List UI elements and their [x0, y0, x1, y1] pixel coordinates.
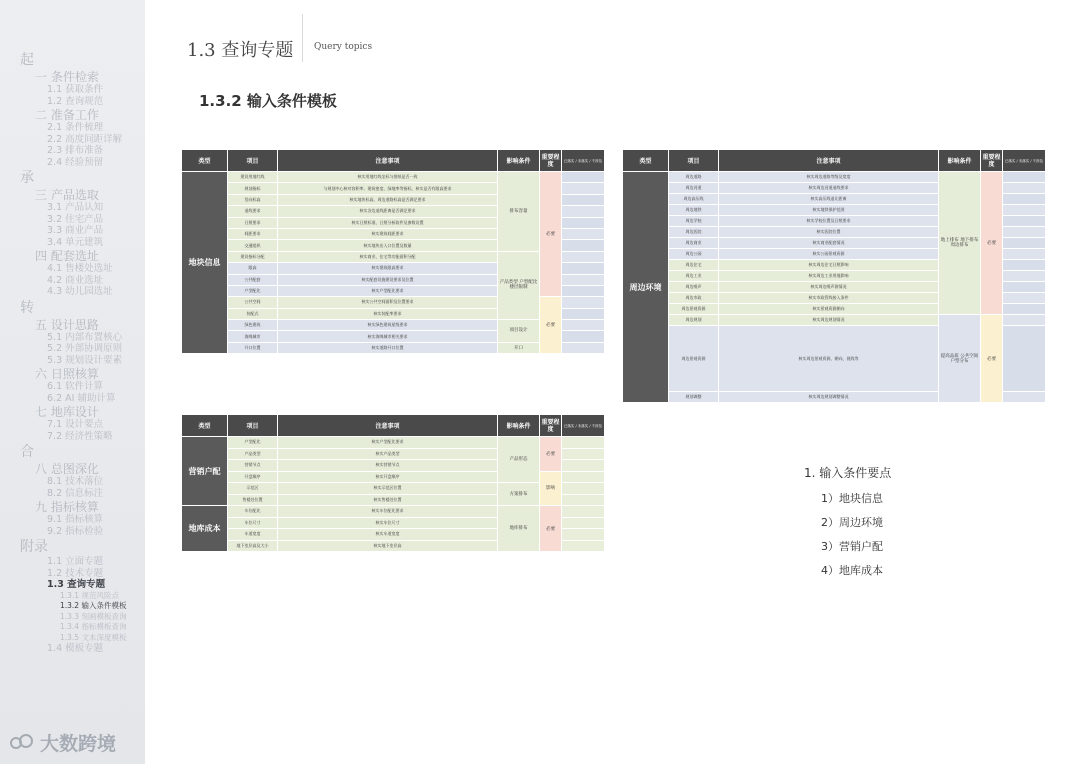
nav-item[interactable]: 1.3.3 刻画模板查询 [60, 611, 127, 621]
row-item: 营销节点 [228, 460, 278, 472]
row-importance: 必要 [981, 172, 1003, 315]
nav-item[interactable]: 1.2 查询规范 [47, 95, 104, 107]
col-importance: 重要程度 [540, 415, 562, 437]
row-effect: 排布容量 [498, 172, 540, 252]
col-item: 项目 [228, 150, 278, 172]
brand-logo [10, 729, 116, 756]
row-status-cell[interactable] [562, 263, 605, 274]
row-effect: 方案排布 [498, 483, 540, 506]
nav-item[interactable]: 8.2 信息标注 [47, 487, 104, 499]
row-note: 核实周边景观资源、朝向、视线等 [719, 326, 939, 392]
nav-item[interactable]: 3.1 产品认知 [47, 202, 104, 213]
row-status-cell[interactable] [562, 529, 605, 541]
nav-item[interactable]: 3.2 住宅产品 [47, 213, 104, 225]
row-item: 周边医院 [669, 227, 719, 238]
row-status-cell[interactable] [1003, 183, 1046, 194]
row-status-cell[interactable] [562, 308, 605, 319]
nav-section[interactable]: 五 设计思路 [35, 317, 99, 332]
row-status-cell[interactable] [562, 448, 605, 460]
row-note: 核实景观资源朝向 [719, 304, 939, 315]
row-status-cell[interactable] [562, 460, 605, 472]
nav-section[interactable]: 七 地库设计 [35, 405, 99, 419]
table-site-info [181, 149, 605, 354]
row-status-cell[interactable] [562, 483, 605, 495]
sidebar-nav [20, 52, 145, 655]
row-status-cell[interactable] [1003, 260, 1046, 271]
row-item: 公共配套 [228, 274, 278, 285]
table-row [623, 315, 1046, 326]
nav-item[interactable]: 3.3 商业产品 [47, 225, 104, 236]
nav-item[interactable]: 1.3.5 文本深度模板 [60, 632, 127, 642]
row-status-cell[interactable] [1003, 216, 1046, 227]
row-item: 周边景观资源 [669, 304, 719, 315]
row-status-cell[interactable] [562, 331, 605, 342]
row-note: 核实绿色建筑星级要求 [278, 320, 498, 331]
nav-item[interactable]: 1.3 查询专题 [47, 579, 106, 590]
col-type: 类型 [623, 150, 669, 172]
row-note: 核实公园景观资源 [719, 249, 939, 260]
nav-item[interactable]: 9.1 指标核算 [47, 514, 104, 525]
nav-section[interactable]: 八 总图深化 [35, 462, 99, 476]
row-status-cell[interactable] [1003, 205, 1046, 216]
row-note: 核实车位配比要求 [278, 506, 498, 518]
row-note: 核实地块出入口位置及数量 [278, 240, 498, 251]
brand-icon [10, 734, 36, 752]
nav-item[interactable]: 7.2 经济性策略 [47, 430, 113, 442]
row-note: 核实用地红线坐标与图纸是否一致 [278, 172, 498, 183]
key-point-item: 2）周边环境 [821, 516, 883, 529]
row-item: 车位配比 [228, 506, 278, 518]
row-item: 退线要求 [228, 206, 278, 217]
nav-item[interactable]: 7.1 设计要点 [47, 419, 104, 430]
row-status-cell[interactable] [562, 172, 605, 183]
row-note: 核实周边道路等级及宽度 [719, 172, 939, 183]
row-note: 核实高压线退让距离 [719, 194, 939, 205]
row-item: 周边公园 [669, 249, 719, 260]
nav-section[interactable]: 二 准备工作 [35, 108, 99, 122]
row-type: 营销户配 [182, 437, 228, 506]
row-item: 日照要求 [228, 217, 278, 228]
row-note: 核实营销节点 [278, 460, 498, 472]
row-note: 核实日照标准，日照分析软件及参数设置 [278, 217, 498, 228]
row-item: 间距要求 [228, 228, 278, 239]
nav-item[interactable]: 1.1 立面专题 [47, 556, 104, 567]
row-item: 海绵城市 [228, 331, 278, 342]
key-points-heading: 1. 输入条件要点 [804, 466, 892, 480]
row-item: 限高 [228, 263, 278, 274]
row-note: 核实商业、住宅等功能面积分配 [278, 251, 498, 262]
row-note: 核实地块标高，周边道路标高是否满足要求 [278, 194, 498, 205]
row-status-cell[interactable] [1003, 249, 1046, 260]
row-note: 核实周边噪声源情况 [719, 282, 939, 293]
row-item: 车位尺寸 [228, 517, 278, 529]
row-status-cell[interactable] [562, 228, 605, 239]
row-item: 周边市政 [669, 293, 719, 304]
col-importance: 重要程度 [981, 150, 1003, 172]
nav-item[interactable]: 2.4 经验预留 [47, 156, 104, 168]
row-status-cell[interactable] [562, 540, 605, 552]
row-status-cell[interactable] [1003, 172, 1046, 183]
row-item: 建设用地红线 [228, 172, 278, 183]
row-status-cell[interactable] [562, 206, 605, 217]
brand-name: 大数跨境 [40, 733, 117, 755]
row-status-cell[interactable] [1003, 326, 1046, 392]
col-effect: 影响条件 [498, 415, 540, 437]
row-status-cell[interactable] [562, 183, 605, 194]
row-item: 建设指标分配 [228, 251, 278, 262]
nav-item[interactable]: 3.4 单元建筑 [47, 236, 104, 248]
row-status-cell[interactable] [562, 217, 605, 228]
row-effect: 开口 [498, 342, 540, 353]
row-note: 核实市政管线接入条件 [719, 293, 939, 304]
col-type: 类型 [182, 415, 228, 437]
key-point-item: 4）地库成本 [821, 564, 883, 577]
nav-item[interactable]: 5.3 规划设计要素 [47, 354, 123, 366]
row-note: 核实周边规划情况 [719, 315, 939, 326]
nav-section[interactable]: 四 配套选址 [35, 249, 99, 263]
row-effect: 地上排布 地下排布 周边排布 [939, 172, 981, 315]
row-status-cell[interactable] [562, 342, 605, 353]
key-point-item: 3）营销户配 [821, 540, 883, 553]
nav-item[interactable]: 6.1 软件计算 [47, 381, 104, 392]
key-point-item: 1）地块信息 [821, 492, 883, 505]
nav-section[interactable]: 九 指标核算 [35, 500, 99, 514]
row-note: 核实周边住宅日照影响 [719, 260, 939, 271]
row-item: 周边地铁 [669, 205, 719, 216]
table-row [623, 172, 1046, 183]
row-note: 核实公共空间面积及位置要求 [278, 297, 498, 308]
row-item: 竖向标高 [228, 194, 278, 205]
row-note: 核实商业配套情况 [719, 238, 939, 249]
row-item: 周边噪声 [669, 282, 719, 293]
row-importance: 必要 [540, 506, 562, 552]
row-item: 周边道路 [669, 172, 719, 183]
row-item: 周边工业 [669, 271, 719, 282]
row-status-cell[interactable] [562, 251, 605, 262]
row-type: 周边环境 [623, 172, 669, 403]
row-status-cell[interactable] [1003, 194, 1046, 205]
row-note: 核实配套设施建设要求及位置 [278, 274, 498, 285]
row-note: 核实户型配比要求 [278, 437, 498, 449]
row-item: 周边商业 [669, 238, 719, 249]
nav-item[interactable]: 4.3 幼儿园选址 [47, 286, 113, 297]
col-status: 已落实 / 未落实 / 不涉及 [562, 150, 605, 172]
nav-item[interactable]: 1.3.1 规范风险点 [60, 590, 119, 600]
page-subtitle: Query topics [314, 42, 373, 52]
row-note: 核实地铁保护范围 [719, 205, 939, 216]
nav-item[interactable]: 2.3 排布准备 [47, 145, 104, 156]
row-note: 核实周边河道退线要求 [719, 183, 939, 194]
table-marketing-basement [181, 414, 605, 552]
row-status-cell[interactable] [562, 320, 605, 331]
row-effect: 项目设计 [498, 320, 540, 343]
row-status-cell[interactable] [1003, 304, 1046, 315]
nav-chapter[interactable]: 起 [20, 52, 34, 68]
nav-chapter[interactable]: 转 [20, 299, 34, 316]
nav-item[interactable]: 6.2 AI 辅助计算 [47, 392, 116, 404]
col-importance: 重要程度 [540, 150, 562, 172]
row-note: 核实道路开口位置 [278, 342, 498, 353]
row-effect: 产品形态 [498, 437, 540, 483]
row-importance: 影响 [540, 471, 562, 506]
row-status-cell[interactable] [562, 194, 605, 205]
row-item: 示范区 [228, 483, 278, 495]
nav-item[interactable]: 5.2 外部协调原则 [47, 343, 123, 354]
nav-section[interactable]: 一 条件检索 [35, 70, 99, 84]
col-effect: 影响条件 [498, 150, 540, 172]
row-item: 开盘顺序 [228, 471, 278, 483]
row-item: 售楼处位置 [228, 494, 278, 506]
row-note: 核实车位尺寸 [278, 517, 498, 529]
col-effect: 影响条件 [939, 150, 981, 172]
row-status-cell[interactable] [562, 494, 605, 506]
row-item: 周边规划 [669, 315, 719, 326]
row-item: 周边学校 [669, 216, 719, 227]
row-item: 地下室层高及大小 [228, 540, 278, 552]
col-status: 已落实 / 未落实 / 不涉及 [1003, 150, 1046, 172]
header-divider [302, 14, 303, 62]
nav-item[interactable]: 1.3.2 输入条件模板 [60, 601, 127, 610]
col-item: 项目 [228, 415, 278, 437]
row-item: 开口位置 [228, 342, 278, 353]
table-surroundings [622, 149, 1046, 403]
row-status-cell[interactable] [1003, 271, 1046, 282]
row-status-cell[interactable] [1003, 227, 1046, 238]
row-note: 核实周边规划调整情况 [719, 392, 939, 403]
row-note: 核实产品类型 [278, 448, 498, 460]
nav-item[interactable]: 2.2 高度间距详解 [47, 133, 123, 145]
row-item: 周边高压线 [669, 194, 719, 205]
row-type: 地块信息 [182, 172, 228, 354]
nav-item[interactable]: 1.4 模板专题 [47, 643, 104, 654]
nav-chapter[interactable]: 承 [20, 170, 34, 186]
row-status-cell[interactable] [562, 506, 605, 518]
row-importance: 必要 [540, 297, 562, 354]
row-importance: 必要 [540, 437, 562, 472]
nav-item[interactable]: 8.1 技术落位 [47, 476, 104, 487]
nav-section[interactable]: 六 日照核算 [35, 367, 99, 381]
row-status-cell[interactable] [562, 437, 605, 449]
nav-item[interactable]: 4.2 商业选址 [47, 274, 104, 286]
col-status: 已落实 / 未落实 / 不涉及 [562, 415, 605, 437]
row-status-cell[interactable] [1003, 293, 1046, 304]
col-type: 类型 [182, 150, 228, 172]
nav-chapter[interactable]: 附录 [20, 539, 48, 555]
row-importance: 必要 [981, 315, 1003, 403]
section-title: 1.3.2 输入条件模板 [199, 92, 337, 110]
row-effect: 提高品质 公共空间 户型分布 [939, 315, 981, 403]
row-importance: 必要 [540, 172, 562, 297]
sidebar [0, 0, 145, 764]
row-note: 核实示范区位置 [278, 483, 498, 495]
row-item: 公共空间 [228, 297, 278, 308]
row-note: 核实售楼处位置 [278, 494, 498, 506]
row-note: 核实开盘顺序 [278, 471, 498, 483]
nav-item[interactable]: 2.1 条件梳理 [47, 122, 104, 133]
row-note: 核实建筑间距要求 [278, 228, 498, 239]
row-status-cell[interactable] [1003, 315, 1046, 326]
row-item: 规划调整 [669, 392, 719, 403]
row-note: 核实户型配比要求 [278, 285, 498, 296]
row-item: 户型配比 [228, 285, 278, 296]
row-item: 车道宽度 [228, 529, 278, 541]
row-note: 核实各边退线距离是否满足要求 [278, 206, 498, 217]
col-notes: 注意事项 [278, 150, 498, 172]
col-notes: 注意事项 [278, 415, 498, 437]
table-row [182, 506, 605, 518]
row-item: 产品类型 [228, 448, 278, 460]
row-item: 户型配比 [228, 437, 278, 449]
nav-item[interactable]: 5.1 内部布置核心 [47, 331, 123, 343]
row-note: 核实周边工业用地影响 [719, 271, 939, 282]
table-row [182, 172, 605, 183]
row-item: 周边景观资源 [669, 326, 719, 392]
row-effect: 地库排布 [498, 506, 540, 552]
row-status-cell[interactable] [562, 297, 605, 308]
col-item: 项目 [669, 150, 719, 172]
row-status-cell[interactable] [562, 240, 605, 251]
row-item: 周边住宅 [669, 260, 719, 271]
nav-item[interactable]: 4.1 售楼处选址 [47, 263, 113, 274]
row-item: 交通组织 [228, 240, 278, 251]
table-row [182, 297, 605, 308]
row-note: 核实医院位置 [719, 227, 939, 238]
row-item: 装配式 [228, 308, 278, 319]
table-row [182, 437, 605, 449]
nav-chapter[interactable]: 合 [20, 444, 34, 460]
nav-item[interactable]: 1.2 技术专题 [47, 567, 104, 579]
row-status-cell[interactable] [562, 274, 605, 285]
row-note: 核实建筑限高要求 [278, 263, 498, 274]
row-effect: 产品类型 户型配比 楼层限制 [498, 251, 540, 319]
row-item: 规划指标 [228, 183, 278, 194]
row-type: 地库成本 [182, 506, 228, 552]
row-status-cell[interactable] [562, 517, 605, 529]
col-notes: 注意事项 [719, 150, 939, 172]
nav-item[interactable]: 1.1 获取条件 [47, 84, 104, 95]
row-status-cell[interactable] [1003, 238, 1046, 249]
row-status-cell[interactable] [1003, 392, 1046, 403]
row-note: 核实地下室层高 [278, 540, 498, 552]
nav-section[interactable]: 三 产品选取 [35, 188, 99, 202]
row-status-cell[interactable] [1003, 282, 1046, 293]
row-status-cell[interactable] [562, 471, 605, 483]
nav-item[interactable]: 9.2 指标检验 [47, 525, 104, 537]
row-note: 核实学校位置及日照要求 [719, 216, 939, 227]
row-note: 核实装配率要求 [278, 308, 498, 319]
page-title: 1.3 查询专题 [187, 40, 294, 61]
row-note: 与规划中心核对容积率、建筑密度、绿地率等指标，核实是否有限高要求 [278, 183, 498, 194]
table-row [182, 471, 605, 483]
row-note: 核实海绵城市相关要求 [278, 331, 498, 342]
row-status-cell[interactable] [562, 285, 605, 296]
row-item: 绿色建筑 [228, 320, 278, 331]
row-note: 核实车道宽度 [278, 529, 498, 541]
key-points [804, 464, 891, 586]
nav-item[interactable]: 1.3.4 指标模板查询 [60, 622, 127, 631]
row-item: 周边河道 [669, 183, 719, 194]
